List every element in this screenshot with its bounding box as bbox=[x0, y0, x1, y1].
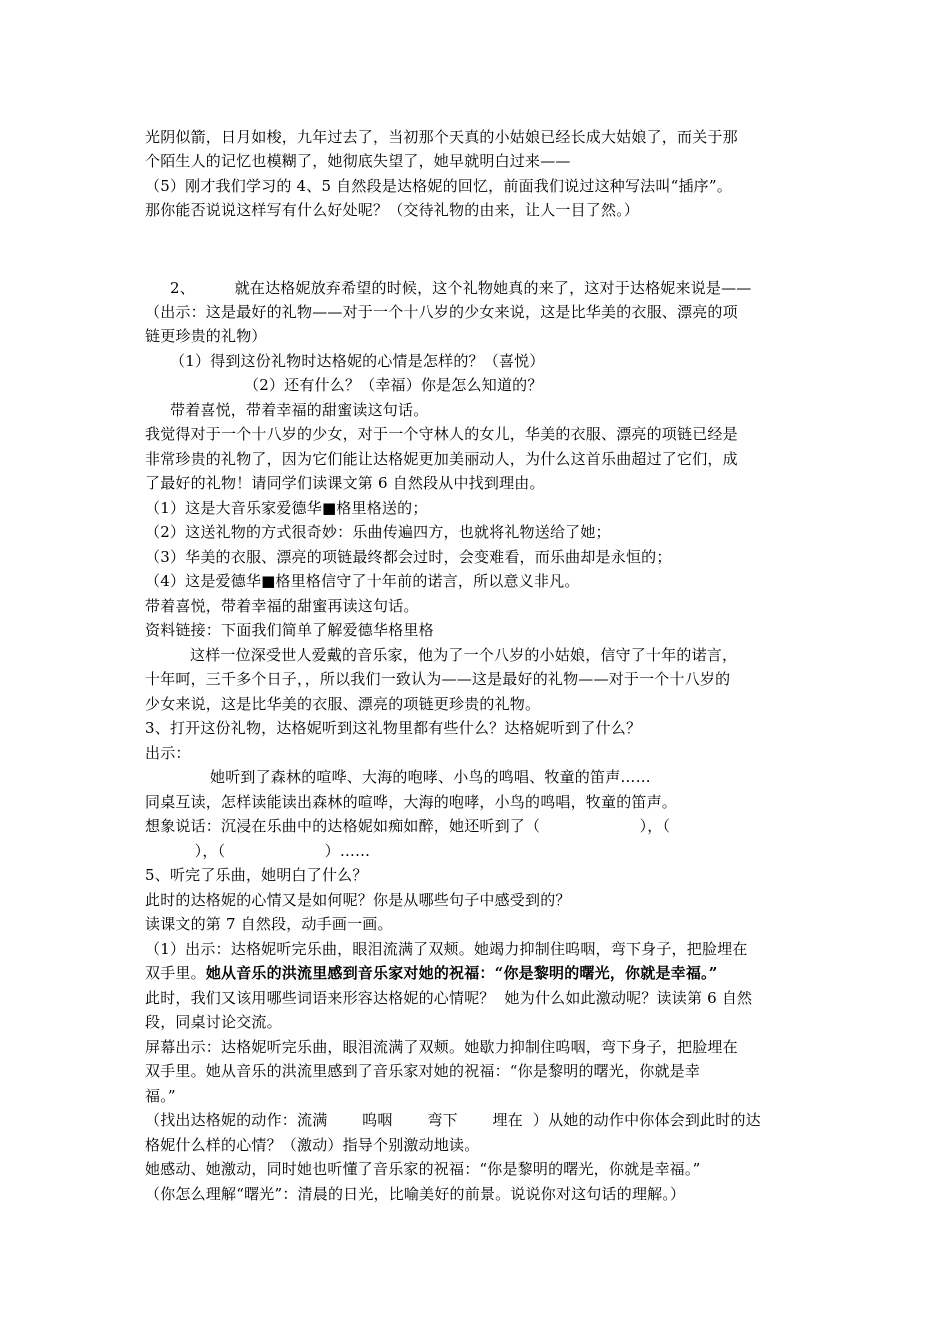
text-line-mixed bbox=[145, 962, 718, 984]
text-line: 非常珍贵的礼物了，因为它们能让达格妮更加美丽动人，为什么这首乐曲超过了它们，成 bbox=[145, 450, 738, 468]
text-line: 想象说话：沉浸在乐曲中的达格妮如痴如醉，她还听到了（ ），（ bbox=[145, 817, 671, 835]
bold-quote: 她从音乐的洪流里感到音乐家对她的祝福：“你是黎明的曙光，你就是幸福。” bbox=[205, 964, 718, 982]
text-line: 读课文的第 7 自然段，动手画一画。 bbox=[145, 915, 393, 933]
text-line: 同桌互读，怎样读能读出森林的喧哗，大海的咆哮，小鸟的鸣唱，牧童的笛声。 bbox=[145, 793, 678, 811]
text-line: 此时，我们又该用哪些词语来形容达格妮的心情呢？ 她为什么如此激动呢？读读第 6 自然 bbox=[145, 989, 753, 1007]
text-line: （2）还有什么？（幸福）你是怎么知道的？ bbox=[244, 376, 543, 394]
text-line: （4）这是爱德华■格里格信守了十年前的诺言，所以意义非凡。 bbox=[145, 572, 580, 590]
text-line: 少女来说，这是比华美的衣服、漂亮的项链更珍贵的礼物。 bbox=[145, 695, 541, 713]
text-line: （1）出示：达格妮听完乐曲，眼泪流满了双颊。她竭力抑制住呜咽，弯下身子，把脸埋在 bbox=[145, 940, 748, 958]
text-line: 双手里。她从音乐的洪流里感到了音乐家对她的祝福：“你是黎明的曙光，你就是幸 bbox=[145, 1062, 701, 1080]
text-line: （你怎么理解“曙光”：清晨的日光，比喻美好的前景。说说你对这句话的理解。） bbox=[145, 1185, 686, 1203]
text-line: （1）这是大音乐家爱德华■格里格送的； bbox=[145, 499, 428, 517]
text-line: 屏幕出示：达格妮听完乐曲，眼泪流满了双颊。她歇力抑制住呜咽，弯下身子，把脸埋在 bbox=[145, 1038, 738, 1056]
text-line: 格妮什么样的心情？（激动）指导个别激动地读。 bbox=[145, 1136, 480, 1154]
text-line: （找出达格妮的动作：流满 呜咽 弯下 埋在 ）从她的动作中你体会到此时的达 bbox=[145, 1111, 761, 1129]
text-line: 带着喜悦，带着幸福的甜蜜读这句话。 bbox=[170, 401, 429, 419]
text-line: （5）刚才我们学习的 4、5 自然段是达格妮的回忆，前面我们说过这种写法叫“插序”。 bbox=[145, 177, 732, 195]
text-line: 福。” bbox=[145, 1087, 176, 1105]
text-line: 她听到了森林的喧哗、大海的咆哮、小鸟的鸣唱、牧童的笛声…… bbox=[210, 768, 651, 786]
text-line: 那你能否说说这样写有什么好处呢？（交待礼物的由来，让人一目了然。） bbox=[145, 201, 640, 219]
text-line: 带着喜悦，带着幸福的甜蜜再读这句话。 bbox=[145, 597, 419, 615]
text-line: 了最好的礼物！请同学们读课文第 6 自然段从中找到理由。 bbox=[145, 474, 545, 492]
text-line: 我觉得对于一个十八岁的少女，对于一个守林人的女儿，华美的衣服、漂亮的项链已经是 bbox=[145, 425, 738, 443]
text-line: 光阴似箭，日月如梭，九年过去了，当初那个天真的小姑娘已经长成大姑娘了，而关于那 bbox=[145, 128, 738, 146]
text-line: ），（ ）…… bbox=[145, 842, 371, 860]
text-line: 这样一位深受世人爱戴的音乐家，他为了一个八岁的小姑娘，信守了十年的诺言， bbox=[190, 646, 738, 664]
text-line: 链更珍贵的礼物） bbox=[145, 327, 267, 345]
text-span: 双手里。 bbox=[145, 964, 206, 982]
text-line: （出示：这是最好的礼物——对于一个十八岁的少女来说，这是比华美的衣服、漂亮的项 bbox=[145, 303, 738, 321]
text-line: 2、 就在达格妮放弃希望的时候，这个礼物她真的来了，这对于达格妮来说是—— bbox=[170, 279, 752, 297]
text-line: 5、听完了乐曲，她明白了什么？ bbox=[145, 866, 368, 884]
text-line: 资料链接：下面我们简单了解爱德华格里格 bbox=[145, 621, 434, 639]
text-line: 个陌生人的记忆也模糊了，她彻底失望了，她早就明白过来—— bbox=[145, 152, 571, 170]
text-line: 3、打开这份礼物，达格妮听到这礼物里都有些什么？达格妮听到了什么？ bbox=[145, 719, 642, 737]
text-line: （3）华美的衣服、漂亮的项链最终都会过时，会变难看，而乐曲却是永恒的； bbox=[145, 548, 672, 566]
text-line: （2）这送礼物的方式很奇妙：乐曲传遍四方，也就将礼物送给了她； bbox=[145, 523, 611, 541]
text-line: 段，同桌讨论交流。 bbox=[145, 1013, 282, 1031]
text-line: 出示： bbox=[145, 744, 191, 762]
text-line: 她感动、她激动，同时她也听懂了音乐家的祝福：“你是黎明的曙光，你就是幸福。” bbox=[145, 1160, 701, 1178]
text-line: 此时的达格妮的心情又是如何呢？你是从哪些句子中感受到的？ bbox=[145, 891, 571, 909]
text-line: （1）得到这份礼物时达格妮的心情是怎样的？（喜悦） bbox=[170, 352, 545, 370]
text-line: 十年呵，三千多个日子，，所以我们一致认为——这是最好的礼物——对于一个十八岁的 bbox=[145, 670, 731, 688]
